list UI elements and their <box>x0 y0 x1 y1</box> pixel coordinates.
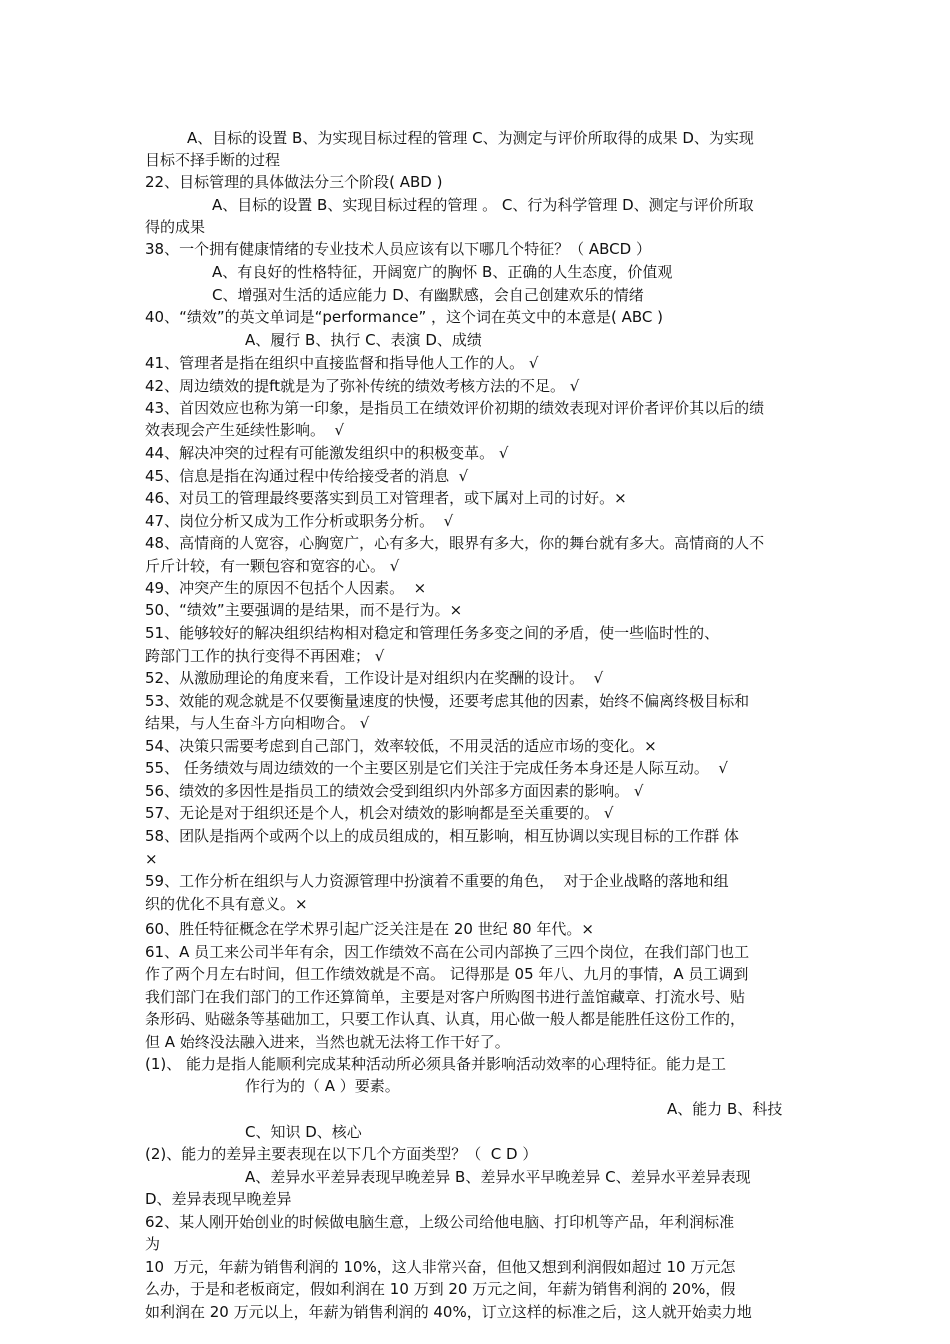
text-line: 我们部门在我们部门的工作还算简单，主要是对客户所购图书进行盖馆藏章、打流水号、贴 <box>145 988 746 1006</box>
text-line: 么办，于是和老板商定，假如利润在 10 万到 20 万元之间，年薪为销售利润的 20%，假 <box>145 1280 736 1298</box>
text-line: 51、能够较好的解决组织结构相对稳定和管理任务多变之间的矛盾，使一些临时性的、 <box>145 624 720 642</box>
text-line: A、履行 B、执行 C、表演 D、成绩 <box>245 331 482 349</box>
text-line: 56、绩效的多因性是指员工的绩效会受到组织内外部多方面因素的影响。 √ <box>145 782 644 800</box>
text-line: A、差异水平差异表现早晚差异 B、差异水平早晚差异 C、差异水平差异表现 <box>245 1168 751 1186</box>
text-line: C、知识 D、核心 <box>245 1123 362 1141</box>
text-line: 43、首因效应也称为第一印象，是指员工在绩效评价初期的绩效表现对评价者评价其以后的绩 <box>145 399 765 417</box>
text-line: 58、团队是指两个或两个以上的成员组成的，相互影响，相互协调以实现目标的工作群 体 <box>145 827 739 845</box>
text-line: 54、决策只需要考虑到自己部门，效率较低，不用灵活的适应市场的变化。× <box>145 737 657 755</box>
text-line: 22、目标管理的具体做法分三个阶段( ABD ) <box>145 173 443 191</box>
text-line: D、差异表现早晚差异 <box>145 1190 292 1208</box>
text-line: 62、某人刚开始创业的时候做电脑生意，上级公司给他电脑、打印机等产品，年利润标准 <box>145 1213 735 1231</box>
text-line: 作了两个月左右时间，但工作绩效就是不高。 记得那是 05 年八、九月的事情，A 员工调到 <box>145 965 749 983</box>
text-line: A、目标的设置 B、实现目标过程的管理 。 C、行为科学管理 D、测定与评价所取 <box>212 196 754 214</box>
text-line: C、增强对生活的适应能力 D、有幽默感，会自己创建欢乐的情绪 <box>212 286 644 304</box>
text-line: 作行为的（ A ）要素。 <box>245 1077 400 1095</box>
text-line: 38、一个拥有健康情绪的专业技术人员应该有以下哪几个特征？（ ABCD ） <box>145 240 651 258</box>
text-line: 为 <box>145 1235 161 1253</box>
text-line: 条形码、贴磁条等基础加工，只要工作认真、认真，用心做一般人都是能胜任这份工作的， <box>145 1010 746 1028</box>
text-line: 57、无论是对于组织还是个人，机会对绩效的影响都是至关重要的。 √ <box>145 804 614 822</box>
text-line: A、能力 B、科技 <box>667 1100 783 1118</box>
text-line: 47、岗位分析又成为工作分析或职务分析。 √ <box>145 512 454 530</box>
text-line: 44、解决冲突的过程有可能激发组织中的积极变革。 √ <box>145 444 509 462</box>
text-line: 如利润在 20 万元以上，年薪为销售利润的 40%，订立这样的标准之后，这人就开始卖力地 <box>145 1303 752 1321</box>
text-line: 但 A 始终没法融入进来，当然也就无法将工作干好了。 <box>145 1033 510 1051</box>
text-line: 59、工作分析在组织与人力资源管理中扮演着不重要的角色， 对于企业战略的落地和组 <box>145 872 729 890</box>
text-line: 61、A 员工来公司半年有余，因工作绩效不高在公司内部换了三四个岗位，在我们部门也工 <box>145 943 750 961</box>
text-line: (1)、 能力是指人能顺利完成某种活动所必须具备并影响活动效率的心理特征。能力是工 <box>145 1055 727 1073</box>
text-line: 42、周边绩效的提ft就是为了弥补传统的绩效考核方法的不足。 √ <box>145 377 580 395</box>
text-line: × <box>145 850 158 868</box>
text-line: 得的成果 <box>145 218 206 236</box>
text-line: 10 万元，年薪为销售利润的 10%，这人非常兴奋，但他又想到利润假如超过 10 万元怎 <box>145 1258 736 1276</box>
text-line: A、目标的设置 B、为实现目标过程的管理 C、为测定与评价所取得的成果 D、为实现 <box>187 129 754 147</box>
text-line: 40、“绩效”的英文单词是“performance” ，这个词在英文中的本意是( ABC ) <box>145 308 664 326</box>
text-line: 50、“绩效”主要强调的是结果，而不是行为。× <box>145 601 463 619</box>
text-line: 55、 任务绩效与周边绩效的一个主要区别是它们关注于完成任务本身还是人际互动。 √ <box>145 759 728 777</box>
text-line: 目标不择手断的过程 <box>145 151 281 169</box>
text-line: 跨部门工作的执行变得不再困难； √ <box>145 647 385 665</box>
text-line: 48、高情商的人宽容，心胸宽广，心有多大，眼界有多大，你的舞台就有多大。高情商的人不 <box>145 534 765 552</box>
text-line: 46、对员工的管理最终要落实到员工对管理者，或下属对上司的讨好。× <box>145 489 627 507</box>
text-line: 织的优化不具有意义。× <box>145 895 308 913</box>
text-line: 结果，与人生奋斗方向相吻合。 √ <box>145 714 370 732</box>
text-line: 52、从激励理论的角度来看，工作设计是对组织内在奖酬的设计。 √ <box>145 669 604 687</box>
text-line: 53、效能的观念就是不仅要衡量速度的快慢，还要考虑其他的因素，始终不偏离终极目标和 <box>145 692 750 710</box>
text-line: 49、冲突产生的原因不包括个人因素。 × <box>145 579 427 597</box>
text-line: 效表现会产生延续性影响。 √ <box>145 421 345 439</box>
text-line: 45、信息是指在沟通过程中传给接受者的消息 √ <box>145 467 469 485</box>
text-line: 41、管理者是指在组织中直接监督和指导他人工作的人。 √ <box>145 354 539 372</box>
text-line: A、有良好的性格特征，开阔宽广的胸怀 B、正确的人生态度，价值观 <box>212 263 673 281</box>
text-line: 斤斤计较，有一颗包容和宽容的心。 √ <box>145 557 400 575</box>
text-line: (2)、能力的差异主要表现在以下几个方面类型？（ C D ） <box>145 1145 538 1163</box>
text-line: 60、胜任特征概念在学术界引起广泛关注是在 20 世纪 80 年代。× <box>145 920 594 938</box>
